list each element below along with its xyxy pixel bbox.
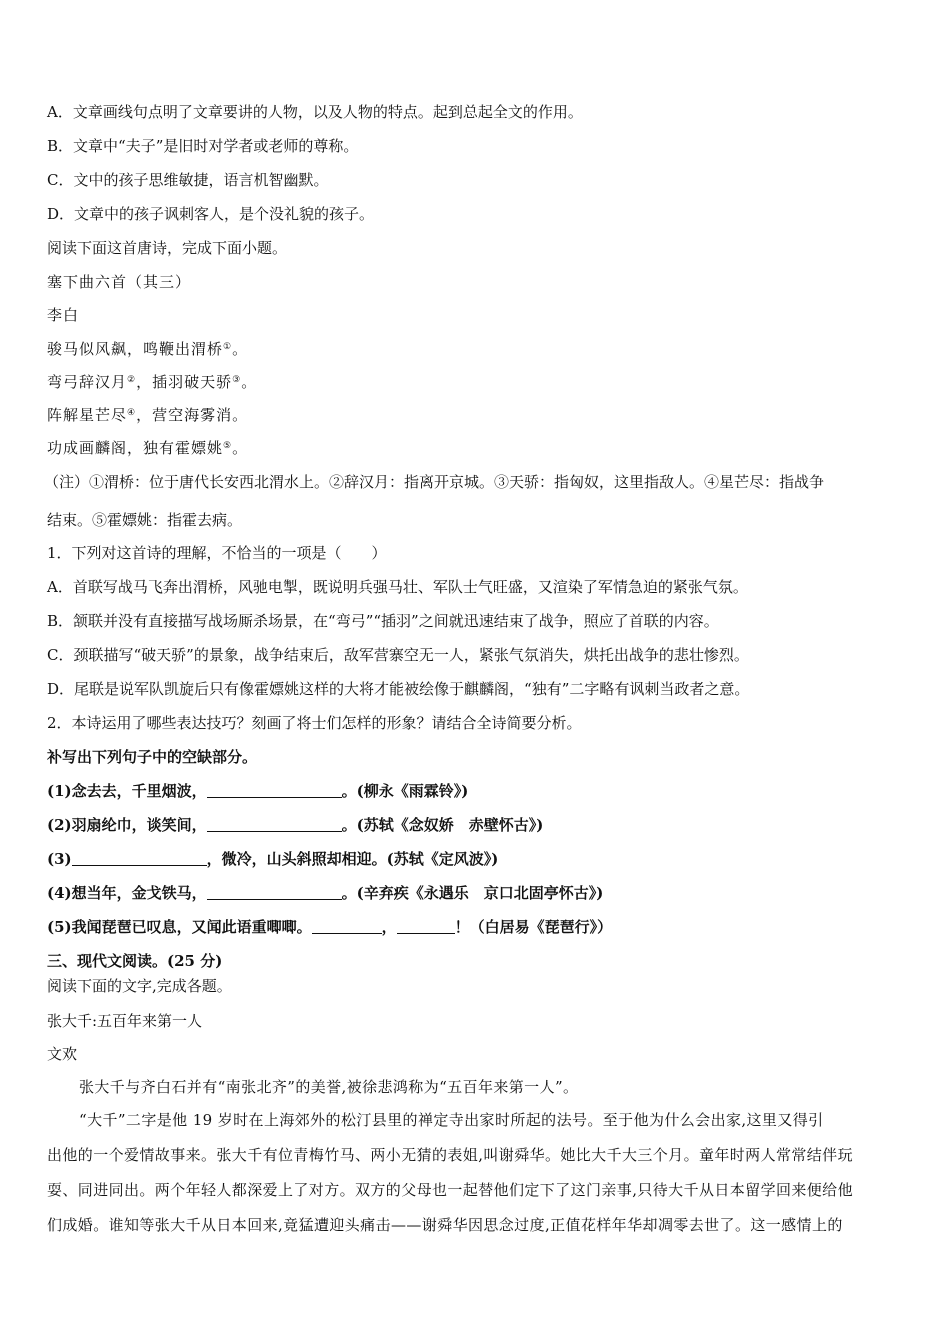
- poem-line: 骏马似风飙，鸣鞭出渭桥①。: [47, 340, 249, 358]
- q1-option-c: C．颈联描写“破天骄”的景象，战争结束后，敌军营寨空无一人，紧张气氛消失，烘托出战争的悲壮惨烈。: [47, 646, 749, 664]
- poem-notes: （注）①渭桥：位于唐代长安西北渭水上。②辞汉月：指离开京城。③天骄：指匈奴，这里指敌人。④星芒尽：指战争: [44, 473, 825, 491]
- q1-option-a: A．首联写战马飞奔出渭桥，风驰电掣，既说明兵强马壮、军队士气旺盛，又渲染了军情急迫的紧张气氛。: [47, 578, 748, 596]
- q1-option-b: B．颔联并没有直接描写战场厮杀场景，在“弯弓”“插羽”之间就迅速结束了战争，照应了首联的内容。: [47, 612, 719, 630]
- answer-blank[interactable]: [207, 783, 342, 798]
- fill-item-2: (2)羽扇纶巾，谈笑间， 。(苏轼《念奴娇 赤壁怀古》): [47, 816, 544, 834]
- article-paragraph: 张大千与齐白石并有“南张北齐”的美誉,被徐悲鸿称为“五百年来第一人”。: [79, 1078, 579, 1096]
- fill-section-title: 补写出下列句子中的空缺部分。: [47, 748, 258, 766]
- article-line: 耍、同进同出。两个年轻人都深爱上了对方。双方的父母也一起替他们定下了这门亲事,只待大千从日本留学回来便给他: [47, 1181, 853, 1199]
- poem-line: 弯弓辞汉月②，插羽破天骄③。: [47, 373, 258, 391]
- poem-title: 塞下曲六首（其三）: [47, 273, 192, 291]
- option-b: B．文章中“夫子”是旧时对学者或老师的尊称。: [47, 137, 359, 155]
- answer-blank[interactable]: [72, 851, 207, 866]
- option-d: D．文章中的孩子讽刺客人，是个没礼貌的孩子。: [47, 205, 375, 223]
- option-c: C．文中的孩子思维敏捷，语言机智幽默。: [47, 171, 329, 189]
- poem-line: 阵解星芒尽④，营空海雾消。: [47, 406, 249, 424]
- poem-author: 李白: [47, 306, 80, 324]
- fill-item-5: (5)我闻琵琶已叹息，又闻此语重唧唧。 ， ！（白居易《琵琶行》）: [47, 918, 613, 936]
- article-title: 张大千:五百年来第一人: [47, 1012, 203, 1030]
- fill-item-3: (3) ，微冷，山头斜照却相迎。(苏轼《定风波》): [47, 850, 499, 868]
- question-2-stem: 2．本诗运用了哪些表达技巧？刻画了将士们怎样的形象？请结合全诗简要分析。: [47, 714, 582, 732]
- q1-option-d: D．尾联是说军队凯旋后只有像霍嫖姚这样的大将才能被绘像于麒麟阁，“独有”二字略有讽刺当政者之意。: [47, 680, 750, 698]
- poem-notes-cont: 结束。⑤霍嫖姚：指霍去病。: [47, 511, 243, 529]
- question-1-stem: 1．下列对这首诗的理解，不恰当的一项是（ ）: [47, 544, 387, 562]
- option-a: A．文章画线句点明了文章要讲的人物，以及人物的特点。起到总起全文的作用。: [47, 103, 583, 121]
- article-line: 出他的一个爱情故事来。张大千有位青梅竹马、两小无猜的表姐,叫谢舜华。她比大千大三个月。童年时两人常常结伴玩: [47, 1146, 853, 1164]
- article-paragraph: “大千”二字是他 19 岁时在上海郊外的松汀县里的禅定寺出家时所起的法号。至于他为什么会出家,这里又得引: [79, 1111, 824, 1129]
- answer-blank[interactable]: [207, 817, 342, 832]
- fill-item-4: (4)想当年，金戈铁马， 。(辛弃疾《永遇乐 京口北固亭怀古》): [47, 884, 604, 902]
- article-line: 们成婚。谁知等张大千从日本回来,竟猛遭迎头痛击——谢舜华因思念过度,正值花样年华却凋零去世了。这一感情上的: [47, 1216, 843, 1234]
- section-3-intro: 阅读下面的文字,完成各题。: [47, 977, 232, 995]
- article-author: 文欢: [47, 1045, 78, 1063]
- answer-blank[interactable]: [207, 885, 342, 900]
- poem-intro: 阅读下面这首唐诗，完成下面小题。: [47, 239, 288, 257]
- section-3-title: 三、现代文阅读。(25 分): [47, 952, 223, 970]
- answer-blank[interactable]: [312, 919, 382, 934]
- answer-blank[interactable]: [397, 919, 455, 934]
- fill-item-1: (1)念去去，千里烟波， 。(柳永《雨霖铃》): [47, 782, 469, 800]
- poem-line: 功成画麟阁，独有霍嫖姚⑤。: [47, 439, 249, 457]
